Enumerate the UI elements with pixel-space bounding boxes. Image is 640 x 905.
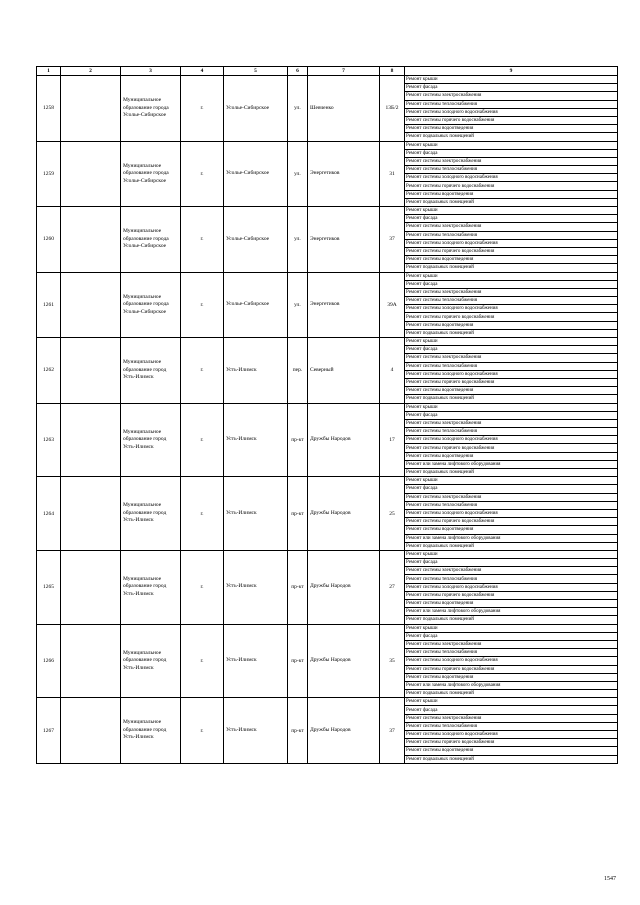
col-header: 2 bbox=[61, 67, 121, 76]
row-number: 1260 bbox=[37, 207, 61, 273]
work-item: Ремонт системы горячего водоснабжения bbox=[405, 182, 618, 190]
work-item: Ремонт фасада bbox=[405, 149, 618, 157]
col-header: 5 bbox=[224, 67, 288, 76]
work-item: Ремонт системы горячего водоснабжения bbox=[405, 665, 618, 673]
work-item: Ремонт системы холодного водоснабжения bbox=[405, 583, 618, 591]
work-item: Ремонт системы теплоснабжения bbox=[405, 501, 618, 509]
municipality-cell: Муниципальное образование город Усть-Илимск bbox=[121, 403, 181, 477]
table-row bbox=[37, 338, 618, 346]
street-type-cell: пр-кт bbox=[288, 624, 308, 698]
municipality-cell: Муниципальное образование город Усть-Илимск bbox=[121, 338, 181, 404]
municipality-cell: Муниципальное образование город Усть-Илимск bbox=[121, 624, 181, 698]
work-item: Ремонт системы водоотведения bbox=[405, 190, 618, 198]
work-item: Ремонт крыши bbox=[405, 550, 618, 558]
street-type-cell: ул. bbox=[288, 141, 308, 207]
page-number: 1547 bbox=[604, 876, 616, 882]
street-cell: Дружбы Народов bbox=[308, 550, 380, 624]
work-item: Ремонт или замена лифтового оборудования bbox=[405, 608, 618, 616]
work-item: Ремонт крыши bbox=[405, 207, 618, 215]
work-item: Ремонт системы водоотведения bbox=[405, 673, 618, 681]
work-item: Ремонт системы горячего водоснабжения bbox=[405, 444, 618, 452]
settlement-type-cell: г. bbox=[181, 141, 224, 207]
empty-cell bbox=[61, 698, 121, 764]
work-item: Ремонт системы горячего водоснабжения bbox=[405, 247, 618, 255]
work-item: Ремонт системы холодного водоснабжения bbox=[405, 305, 618, 313]
work-item: Ремонт системы теплоснабжения bbox=[405, 575, 618, 583]
municipality-cell: Муниципальное образование город Усть-Илимск bbox=[121, 698, 181, 764]
col-header: 1 bbox=[37, 67, 61, 76]
work-item: Ремонт крыши bbox=[405, 141, 618, 149]
work-item: Ремонт системы теплоснабжения bbox=[405, 297, 618, 305]
work-item: Ремонт системы водоотведения bbox=[405, 256, 618, 264]
work-item: Ремонт системы холодного водоснабжения bbox=[405, 731, 618, 739]
work-item: Ремонт системы горячего водоснабжения bbox=[405, 739, 618, 747]
house-cell: 17 bbox=[380, 403, 405, 477]
work-item: Ремонт системы электроснабжения bbox=[405, 640, 618, 648]
work-item: Ремонт системы теплоснабжения bbox=[405, 428, 618, 436]
work-item: Ремонт фасада bbox=[405, 485, 618, 493]
work-item: Ремонт подвальных помещений bbox=[405, 755, 618, 763]
col-header: 8 bbox=[380, 67, 405, 76]
work-item: Ремонт системы электроснабжения bbox=[405, 288, 618, 296]
house-cell: 4 bbox=[380, 338, 405, 404]
work-item: Ремонт подвальных помещений bbox=[405, 469, 618, 477]
street-type-cell: ул. bbox=[288, 207, 308, 273]
settlement-type-cell: г. bbox=[181, 272, 224, 338]
municipality-cell: Муниципальное образование города Усолье-Сибирское bbox=[121, 272, 181, 338]
col-header: 3 bbox=[121, 67, 181, 76]
municipality-cell: Муниципальное образование города Усолье-Сибирское bbox=[121, 207, 181, 273]
work-item: Ремонт подвальных помещений bbox=[405, 616, 618, 624]
street-cell: Энергетиков bbox=[308, 272, 380, 338]
row-number: 1259 bbox=[37, 141, 61, 207]
settlement-type-cell: г. bbox=[181, 338, 224, 404]
work-item: Ремонт фасада bbox=[405, 280, 618, 288]
work-item: Ремонт подвальных помещений bbox=[405, 395, 618, 403]
settlement-cell: Усолье-Сибирское bbox=[224, 141, 288, 207]
street-cell: Северный bbox=[308, 338, 380, 404]
table-row bbox=[37, 698, 618, 706]
col-header: 7 bbox=[308, 67, 380, 76]
table-row bbox=[37, 477, 618, 485]
row-number: 1258 bbox=[37, 76, 61, 142]
work-item: Ремонт системы теплоснабжения bbox=[405, 649, 618, 657]
empty-cell bbox=[61, 141, 121, 207]
empty-cell bbox=[61, 76, 121, 142]
col-header: 9 bbox=[405, 67, 618, 76]
street-cell: Энергетиков bbox=[308, 207, 380, 273]
street-cell: Дружбы Народов bbox=[308, 477, 380, 551]
house-cell: 37 bbox=[380, 698, 405, 764]
settlement-cell: Усть-Илимск bbox=[224, 338, 288, 404]
work-item: Ремонт системы электроснабжения bbox=[405, 92, 618, 100]
work-item: Ремонт системы электроснабжения bbox=[405, 493, 618, 501]
house-cell: 31 bbox=[380, 141, 405, 207]
settlement-cell: Усолье-Сибирское bbox=[224, 272, 288, 338]
work-item: Ремонт системы электроснабжения bbox=[405, 567, 618, 575]
settlement-type-cell: г. bbox=[181, 477, 224, 551]
empty-cell bbox=[61, 550, 121, 624]
work-item: Ремонт системы холодного водоснабжения bbox=[405, 370, 618, 378]
work-item: Ремонт системы водоотведения bbox=[405, 321, 618, 329]
work-item: Ремонт системы водоотведения bbox=[405, 125, 618, 133]
street-cell: Дружбы Народов bbox=[308, 403, 380, 477]
work-item: Ремонт системы теплоснабжения bbox=[405, 722, 618, 730]
work-item: Ремонт системы электроснабжения bbox=[405, 354, 618, 362]
work-item: Ремонт подвальных помещений bbox=[405, 542, 618, 550]
header-row bbox=[37, 67, 618, 76]
settlement-cell: Усть-Илимск bbox=[224, 403, 288, 477]
work-item: Ремонт подвальных помещений bbox=[405, 690, 618, 698]
work-item: Ремонт системы холодного водоснабжения bbox=[405, 108, 618, 116]
work-item: Ремонт крыши bbox=[405, 624, 618, 632]
work-item: Ремонт или замена лифтового оборудования bbox=[405, 460, 618, 468]
repair-program-table bbox=[36, 66, 618, 764]
settlement-cell: Усолье-Сибирское bbox=[224, 207, 288, 273]
house-cell: 39А bbox=[380, 272, 405, 338]
settlement-cell: Усть-Илимск bbox=[224, 550, 288, 624]
house-cell: 37 bbox=[380, 207, 405, 273]
row-number: 1263 bbox=[37, 403, 61, 477]
work-item: Ремонт крыши bbox=[405, 698, 618, 706]
street-type-cell: пер. bbox=[288, 338, 308, 404]
work-item: Ремонт фасада bbox=[405, 346, 618, 354]
house-cell: 25 bbox=[380, 477, 405, 551]
settlement-cell: Усолье-Сибирское bbox=[224, 76, 288, 142]
work-item: Ремонт фасада bbox=[405, 632, 618, 640]
table-row bbox=[37, 207, 618, 215]
street-type-cell: пр-кт bbox=[288, 698, 308, 764]
register-sheet bbox=[36, 66, 617, 790]
work-item: Ремонт системы водоотведения bbox=[405, 526, 618, 534]
table-row bbox=[37, 141, 618, 149]
street-type-cell: пр-кт bbox=[288, 550, 308, 624]
work-item: Ремонт подвальных помещений bbox=[405, 329, 618, 337]
empty-cell bbox=[61, 272, 121, 338]
row-number: 1267 bbox=[37, 698, 61, 764]
row-number: 1262 bbox=[37, 338, 61, 404]
row-number: 1264 bbox=[37, 477, 61, 551]
work-item: Ремонт системы водоотведения bbox=[405, 452, 618, 460]
work-item: Ремонт или замена лифтового оборудования bbox=[405, 534, 618, 542]
settlement-type-cell: г. bbox=[181, 550, 224, 624]
municipality-cell: Муниципальное образование город Усть-Илимск bbox=[121, 477, 181, 551]
work-item: Ремонт системы электроснабжения bbox=[405, 223, 618, 231]
work-item: Ремонт системы горячего водоснабжения bbox=[405, 313, 618, 321]
work-item: Ремонт системы горячего водоснабжения bbox=[405, 591, 618, 599]
col-header: 6 bbox=[288, 67, 308, 76]
settlement-cell: Усть-Илимск bbox=[224, 698, 288, 764]
street-type-cell: ул. bbox=[288, 76, 308, 142]
col-header: 4 bbox=[181, 67, 224, 76]
work-item: Ремонт крыши bbox=[405, 338, 618, 346]
row-number: 1266 bbox=[37, 624, 61, 698]
house-cell: 27 bbox=[380, 550, 405, 624]
house-cell: 13Б/2 bbox=[380, 76, 405, 142]
table-row bbox=[37, 76, 618, 84]
work-item: Ремонт крыши bbox=[405, 272, 618, 280]
work-item: Ремонт системы холодного водоснабжения bbox=[405, 509, 618, 517]
table-row bbox=[37, 624, 618, 632]
settlement-cell: Усть-Илимск bbox=[224, 624, 288, 698]
work-item: Ремонт фасада bbox=[405, 215, 618, 223]
work-item: Ремонт системы горячего водоснабжения bbox=[405, 378, 618, 386]
settlement-type-cell: г. bbox=[181, 207, 224, 273]
empty-cell bbox=[61, 477, 121, 551]
work-item: Ремонт крыши bbox=[405, 76, 618, 84]
work-item: Ремонт системы водоотведения bbox=[405, 600, 618, 608]
municipality-cell: Муниципальное образование города Усолье-Сибирское bbox=[121, 141, 181, 207]
street-cell: Дружбы Народов bbox=[308, 698, 380, 764]
settlement-type-cell: г. bbox=[181, 698, 224, 764]
work-item: Ремонт фасада bbox=[405, 559, 618, 567]
work-item: Ремонт системы электроснабжения bbox=[405, 419, 618, 427]
work-item: Ремонт системы холодного водоснабжения bbox=[405, 174, 618, 182]
empty-cell bbox=[61, 403, 121, 477]
municipality-cell: Муниципальное образование города Усолье-Сибирское bbox=[121, 76, 181, 142]
work-item: Ремонт системы электроснабжения bbox=[405, 714, 618, 722]
work-item: Ремонт системы теплоснабжения bbox=[405, 100, 618, 108]
work-item: Ремонт системы водоотведения bbox=[405, 747, 618, 755]
work-item: Ремонт фасада bbox=[405, 706, 618, 714]
street-cell: Шевченко bbox=[308, 76, 380, 142]
street-cell: Дружбы Народов bbox=[308, 624, 380, 698]
work-item: Ремонт крыши bbox=[405, 403, 618, 411]
street-cell: Энергетиков bbox=[308, 141, 380, 207]
table-row bbox=[37, 550, 618, 558]
work-item: Ремонт системы горячего водоснабжения bbox=[405, 116, 618, 124]
table-row bbox=[37, 272, 618, 280]
settlement-type-cell: г. bbox=[181, 624, 224, 698]
settlement-cell: Усть-Илимск bbox=[224, 477, 288, 551]
municipality-cell: Муниципальное образование город Усть-Илимск bbox=[121, 550, 181, 624]
street-type-cell: пр-кт bbox=[288, 403, 308, 477]
street-type-cell: пр-кт bbox=[288, 477, 308, 551]
work-item: Ремонт системы горячего водоснабжения bbox=[405, 518, 618, 526]
work-item: Ремонт системы теплоснабжения bbox=[405, 231, 618, 239]
work-item: Ремонт системы холодного водоснабжения bbox=[405, 657, 618, 665]
settlement-type-cell: г. bbox=[181, 76, 224, 142]
empty-cell bbox=[61, 624, 121, 698]
settlement-type-cell: г. bbox=[181, 403, 224, 477]
work-item: Ремонт или замена лифтового оборудования bbox=[405, 681, 618, 689]
work-item: Ремонт подвальных помещений bbox=[405, 133, 618, 141]
work-item: Ремонт подвальных помещений bbox=[405, 198, 618, 206]
row-number: 1261 bbox=[37, 272, 61, 338]
work-item: Ремонт системы теплоснабжения bbox=[405, 166, 618, 174]
work-item: Ремонт фасада bbox=[405, 411, 618, 419]
table-row bbox=[37, 403, 618, 411]
work-item: Ремонт крыши bbox=[405, 477, 618, 485]
work-item: Ремонт системы водоотведения bbox=[405, 387, 618, 395]
work-item: Ремонт подвальных помещений bbox=[405, 264, 618, 272]
work-item: Ремонт системы холодного водоснабжения bbox=[405, 239, 618, 247]
empty-cell bbox=[61, 207, 121, 273]
house-cell: 35 bbox=[380, 624, 405, 698]
street-type-cell: ул. bbox=[288, 272, 308, 338]
row-number: 1265 bbox=[37, 550, 61, 624]
empty-cell bbox=[61, 338, 121, 404]
work-item: Ремонт системы электроснабжения bbox=[405, 157, 618, 165]
work-item: Ремонт системы холодного водоснабжения bbox=[405, 436, 618, 444]
work-item: Ремонт фасада bbox=[405, 84, 618, 92]
work-item: Ремонт системы теплоснабжения bbox=[405, 362, 618, 370]
